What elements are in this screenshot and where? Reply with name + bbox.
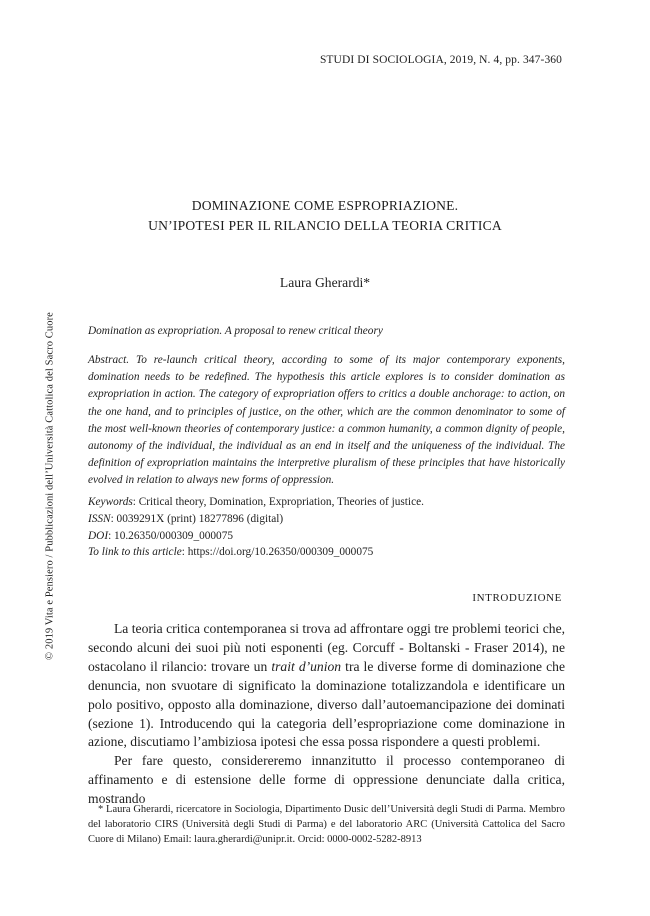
article-link-line (88, 544, 565, 561)
section-heading: INTRODUZIONE (472, 592, 562, 604)
issn-label: ISSN (88, 512, 111, 525)
doi-value: : 10.26350/000309_000075 (108, 529, 233, 542)
keywords-value: : Critical theory, Domination, Expropriation, Theories of justice. (132, 496, 424, 508)
keywords-label: Keywords (88, 496, 133, 508)
english-title: Domination as expropriation. A proposal to renew critical theory (88, 325, 383, 337)
issn-value: : 0039291X (print) 18277896 (digital) (110, 512, 284, 525)
paragraph-2: Per fare questo, considereremo innanzitutto il processo contemporaneo di affinamento e di estensione delle forme di oppressione denunciate dalla critica, mostrando (88, 753, 565, 807)
paragraph-1-text-end: tra le diverse forme di dominazione che denuncia, non svuotare di significato la dominazione totalizzandola e identificare un polo positivo, opposto alla dominazione, diverso dall’autoemancipazione dei dominati (sezione 1). Introducendo qui la categoria dell’espropriazione come dominazione in azione, discutiamo l’ambiziosa ipotesi che essa possa rispondere a questi problemi. (88, 658, 565, 750)
keywords-line (88, 494, 565, 511)
paragraph-1-italic-term: trait d’union (271, 658, 342, 674)
paragraph-1-text-start: La teoria critica contemporanea si trova ad affrontare oggi tre problemi teorici che, secondo alcuni dei suoi più noti esponenti (eg. Corcuff - Boltanski - Fraser 2014), ne ostacolano il rilancio: trovare un (88, 621, 565, 674)
issn-line (88, 511, 565, 528)
doi-line (88, 528, 565, 545)
side-copyright-text: © 2019 Vita e Pensiero / Pubblicazioni dell’Università Cattolica del Sacro Cuore (44, 312, 56, 660)
author-footnote: * Laura Gherardi, ricercatore in Sociologia, Dipartimento Dusic dell’Università degli Studi di Parma. Membro del laboratorio CIRS (Università degli Studi di Parma) e del laboratorio ARC (Università Cattolica del Sacro Cuore di Milano) Email: laura.gherardi@unipr.it. Orcid: 0000-0002-5282-8913 (88, 804, 565, 845)
doi-label: DOI (88, 529, 109, 542)
article-link-value[interactable]: : https://doi.org/10.26350/000309_000075 (181, 546, 374, 559)
article-title-line-1: DOMINAZIONE COME ESPROPRIAZIONE. (191, 198, 459, 213)
running-head: STUDI DI SOCIOLOGIA, 2019, N. 4, pp. 347-360 (319, 54, 562, 66)
abstract: Abstract. To re-launch critical theory, according to some of its major contemporary exponents, domination needs to be redefined. The hypothesis this article explores is to consider domination as expropriation in action. The category of expropriation offers to critics a double anchorage: to action, on the one hand, and to principles of justice, on the other, which are the common denominator to some of the most well-known theories of contemporary justice: a common humanity, a common dignity of people, autonomy of the individual, the individual as an end in itself and the uniqueness of the individual. The definition of expropriation maintains the interpretive pluralism of these principles that have historically evolved in relation to always new forms of oppression. (88, 354, 565, 487)
paragraph-1 (88, 620, 565, 752)
body-text (88, 620, 565, 809)
article-metadata (88, 494, 565, 561)
article-title (88, 196, 562, 236)
article-link-label: To link to this article (88, 546, 182, 559)
author-name: Laura Gherardi* (279, 275, 371, 290)
article-title-line-2: UN’IPOTESI PER IL RILANCIO DELLA TEORIA CRITICA (148, 218, 502, 233)
